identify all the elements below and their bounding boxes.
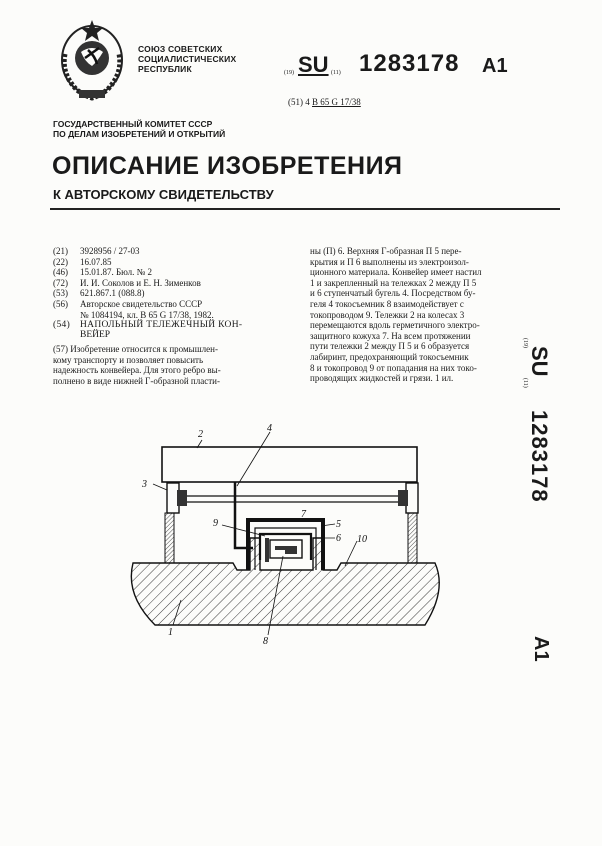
biblio-text: № 1084194, кл. B 65 G 17/38, 1982. <box>80 309 214 320</box>
abstract-line: токопроводом 9. Тележки 2 на колесах 3 <box>310 309 465 320</box>
abstract-left-column <box>53 344 285 386</box>
side-country-code: SU <box>527 346 552 377</box>
figure-label-1: 1 <box>168 627 173 638</box>
biblio-code: (72) <box>53 277 68 288</box>
biblio-row <box>53 310 293 321</box>
biblio-row <box>53 288 293 299</box>
abstract-line: ционного материала. Конвейер имеет настил <box>310 267 482 278</box>
biblio-row <box>53 267 293 278</box>
code-19: (19) <box>284 70 294 76</box>
figure-label-9: 9 <box>213 518 218 529</box>
country-code: SU <box>298 52 329 77</box>
biblio-text: 621.867.1 (088.8) <box>80 288 145 299</box>
invention-title <box>53 320 293 330</box>
org-line: СОЮЗ СОВЕТСКИХ <box>138 44 223 54</box>
document-kind: A1 <box>482 55 508 77</box>
biblio-code: (21) <box>53 246 68 256</box>
side-patent-number: 1283178 <box>527 410 552 503</box>
biblio-text: Авторское свидетельство СССР <box>80 298 203 309</box>
org-line: СОЦИАЛИСТИЧЕСКИХ <box>138 54 237 64</box>
figure-label-6: 6 <box>336 533 341 544</box>
biblio-text: 16.07.85 <box>80 256 112 267</box>
figure-label-2: 2 <box>198 429 203 440</box>
ussr-emblem-icon <box>55 14 130 106</box>
abstract-line: перемещаются вдоль герметичного электро- <box>310 320 480 331</box>
figure-label-8: 8 <box>263 636 268 647</box>
code-11: (11) <box>331 70 341 76</box>
biblio-row <box>53 278 293 289</box>
biblio-text: ВЕЙЕР <box>80 330 111 341</box>
abstract-line: 1 и закрепленный на тележках 2 между П 5 <box>310 277 477 288</box>
side-code-19: (19) <box>522 338 528 348</box>
abstract-line: проводящих жидкостей и грязи. 1 ил. <box>310 373 454 384</box>
conveyor-drawing <box>125 420 460 650</box>
abstract-line: (57) Изобретение относится к промышлен- <box>53 344 218 354</box>
biblio-code: (54) <box>53 320 71 331</box>
abstract-line: защитного кожуха 7. На всем протяжении <box>310 330 471 341</box>
document-title: ОПИСАНИЕ ИЗОБРЕТЕНИЯ <box>52 152 403 180</box>
biblio-code: (53) <box>53 288 68 299</box>
committee-line: ГОСУДАРСТВЕННЫЙ КОМИТЕТ СССР <box>53 119 213 129</box>
abstract-line: крытия и П 6 выполнены из электроизол- <box>310 256 469 267</box>
side-code-11: (11) <box>522 378 528 388</box>
biblio-code: (46) <box>53 267 68 278</box>
abstract-line: геля 4 токосъемник 8 взаимодействует с <box>310 298 464 309</box>
rail-left <box>165 513 174 563</box>
abstract-line: 8 и токопровод 9 от попадания на них токо- <box>310 362 477 373</box>
abstract-line: надежность конвейера. Для этого ребро вы- <box>53 365 221 376</box>
committee-name <box>53 119 225 139</box>
biblio-text: И. И. Соколов и Е. Н. Зименков <box>80 277 201 288</box>
ipc-classification <box>288 97 361 107</box>
bibliographic-data <box>53 246 293 341</box>
abstract-line: и 6 ступенчатый бугель 4. Посредством бу- <box>310 288 476 299</box>
ipc-code: (51) 4 <box>288 97 310 107</box>
biblio-text: 15.01.87. Бюл. № 2 <box>80 267 152 278</box>
biblio-row <box>53 257 293 268</box>
invention-title <box>53 330 293 341</box>
abstract-line: ны (П) 6. Верхняя Г-образная П 5 пере- <box>310 246 462 256</box>
biblio-code: (22) <box>53 256 68 267</box>
abstract-line: кому транспорту и позволяет повысить <box>53 354 204 365</box>
abstract-line: лабиринт, предохраняющий токосъемник <box>310 351 469 362</box>
figure-label-10: 10 <box>357 534 367 545</box>
abstract-line: пути тележки 2 между П 5 и 6 образуется <box>310 341 470 352</box>
biblio-text: 3928956 / 27-03 <box>80 246 140 256</box>
figure-label-7: 7 <box>301 509 306 520</box>
biblio-text: НАПОЛЬНЫЙ ТЕЛЕЖЕЧНЫЙ КОН- <box>80 320 243 331</box>
side-document-kind: A1 <box>530 636 552 662</box>
carriage-platform <box>162 447 417 482</box>
figure-label-4: 4 <box>267 423 272 434</box>
biblio-row <box>53 299 293 310</box>
figure-label-5: 5 <box>336 519 341 530</box>
abstract-line: полнено в виде нижней Г-образной пласти- <box>53 375 220 386</box>
committee-line: ПО ДЕЛАМ ИЗОБРЕТЕНИЙ И ОТКРЫТИЙ <box>53 129 226 139</box>
document-subtitle: К АВТОРСКОМУ СВИДЕТЕЛЬСТВУ <box>53 187 274 202</box>
abstract-right-column <box>310 246 522 384</box>
rail-right <box>408 513 417 563</box>
biblio-row <box>53 246 293 257</box>
patent-number: 1283178 <box>359 50 460 77</box>
biblio-code: (56) <box>53 298 68 309</box>
organization-name <box>138 44 236 74</box>
figure-label-3: 3 <box>142 479 147 490</box>
org-line: РЕСПУБЛИК <box>138 64 192 74</box>
ipc-value: B 65 G 17/38 <box>312 97 361 107</box>
title-rule <box>50 208 560 210</box>
